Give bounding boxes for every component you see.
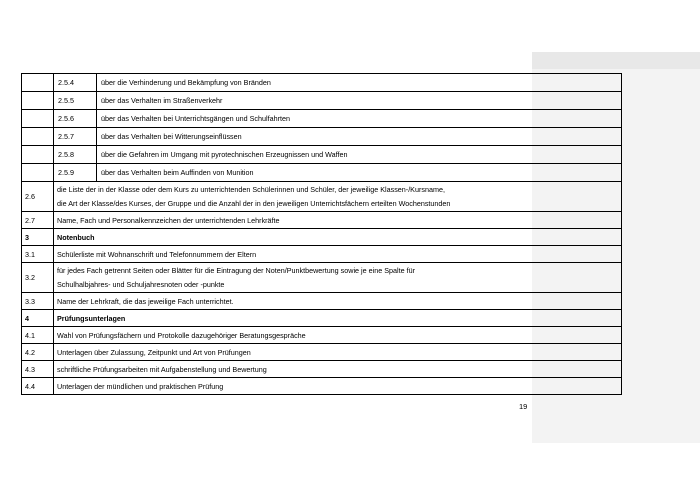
table-row [22, 344, 622, 361]
table-row [22, 293, 622, 310]
row-number: 2.5.7 [54, 128, 97, 145]
row-number: 2.6 [22, 182, 54, 212]
table-row [22, 182, 622, 212]
subsection-cell [54, 92, 622, 110]
section-heading: Notenbuch [54, 229, 622, 246]
subsection-cell [54, 146, 622, 164]
section-heading: Prüfungsunterlagen [54, 310, 622, 327]
row-text: über das Verhalten bei Witterungseinflüssen [101, 132, 242, 141]
table-row [22, 246, 622, 263]
row-text: Wahl von Prüfungsfächern und Protokolle dazugehöriger Beratungsgespräche [54, 327, 622, 344]
row-text: Unterlagen über Zulassung, Zeitpunkt und Art von Prüfungen [54, 344, 622, 361]
row-number: 2.5.4 [54, 74, 97, 91]
row-number: 2.7 [22, 212, 54, 229]
empty-cell [22, 128, 54, 146]
row-text: über die Verhinderung und Bekämpfung von Bränden [101, 78, 271, 87]
empty-cell [22, 110, 54, 128]
subsection-cell [54, 128, 622, 146]
row-text: über das Verhalten beim Auffinden von Munition [101, 168, 254, 177]
row-number: 2.5.9 [54, 164, 97, 181]
row-number: 4.1 [22, 327, 54, 344]
row-text: für jedes Fach getrennt Seiten oder Blätter für die Eintragung der Noten/Punktbewertung sowie je eine Spalte für Schulhalbjahres- und Schuljahresnoten oder -punkte [54, 263, 622, 293]
section-number: 3 [22, 229, 54, 246]
table-row [22, 361, 622, 378]
table-row [22, 327, 622, 344]
row-text: über das Verhalten bei Unterrichtsgängen und Schulfahrten [101, 114, 290, 123]
row-number: 2.5.5 [54, 92, 97, 109]
table-row [22, 92, 622, 110]
row-text: die Liste der in der Klasse oder dem Kurs zu unterrichtenden Schülerinnen und Schüler, der jeweilige Klassen-/Kursname, die Art der Klasse/des Kurses, der Gruppe und die Anzahl der in den jeweiligen Unterrichtsfächern erteilten Wochenstunden [54, 182, 622, 212]
row-number: 4.2 [22, 344, 54, 361]
table-row [22, 128, 622, 146]
row-text: schriftliche Prüfungsarbeiten mit Aufgabenstellung und Bewertung [54, 361, 622, 378]
table-row [22, 310, 622, 327]
section-number: 4 [22, 310, 54, 327]
table-row [22, 164, 622, 182]
row-number: 3.2 [22, 263, 54, 293]
empty-cell [22, 74, 54, 92]
table-row [22, 378, 622, 395]
row-text: Unterlagen der mündlichen und praktischen Prüfung [54, 378, 622, 395]
row-number: 3.3 [22, 293, 54, 310]
row-number: 2.5.6 [54, 110, 97, 127]
row-text: Name der Lehrkraft, die das jeweilige Fach unterrichtet. [54, 293, 622, 310]
subsection-cell [54, 110, 622, 128]
page-number: 19 [519, 402, 528, 411]
row-text: über die Gefahren im Umgang mit pyrotechnischen Erzeugnissen und Waffen [101, 150, 348, 159]
subsection-cell [54, 74, 622, 92]
row-text: über das Verhalten im Straßenverkehr [101, 96, 223, 105]
document-table [21, 73, 622, 395]
table-row [22, 212, 622, 229]
empty-cell [22, 164, 54, 182]
subsection-cell [54, 164, 622, 182]
comment-pane-header [532, 52, 700, 69]
empty-cell [22, 146, 54, 164]
row-number: 4.3 [22, 361, 54, 378]
row-number: 3.1 [22, 246, 54, 263]
row-text: Schülerliste mit Wohnanschrift und Telefonnummern der Eltern [54, 246, 622, 263]
empty-cell [22, 92, 54, 110]
row-number: 2.5.8 [54, 146, 97, 163]
table-row [22, 263, 622, 293]
row-number: 4.4 [22, 378, 54, 395]
table-row [22, 229, 622, 246]
table-row [22, 146, 622, 164]
table-row [22, 110, 622, 128]
table-row [22, 74, 622, 92]
row-text: Name, Fach und Personalkennzeichen der unterrichtenden Lehrkräfte [54, 212, 622, 229]
